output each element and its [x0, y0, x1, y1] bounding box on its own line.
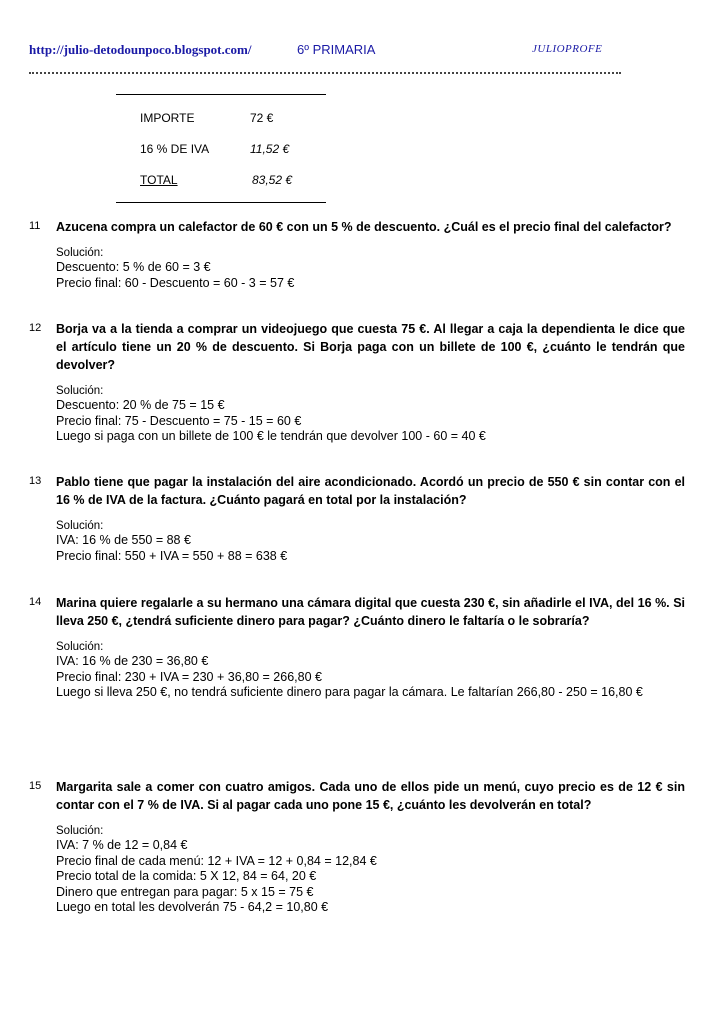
problem-15: [29, 778, 685, 916]
row-value: 72 €: [250, 111, 274, 125]
solution-label: Solución:: [56, 385, 104, 397]
table-bottom-rule: [116, 202, 326, 203]
problem-11: [29, 218, 685, 291]
problem-statement: Marina quiere regalarle a su hermano una cámara digital que cuesta 230 €, sin añadirle el IVA, del 16 %. Si lleva 250 €, ¿tendrá suficiente dinero para pagar? ¿Cuánto dinero le faltaría o le sobraría?: [56, 596, 685, 628]
solution-line: Precio total de la comida: 5 X 12, 84 = 64, 20 €: [56, 869, 317, 884]
grade-level: 6º PRIMARIA: [297, 42, 376, 57]
problem-14: [29, 594, 685, 701]
problem-statement: Pablo tiene que pagar la instalación del aire acondicionado. Acordó un precio de 550 € sin contar con el 16 % de IVA de la factura. ¿Cuánto pagará en total por la instalación?: [56, 475, 685, 507]
solution-line: Descuento: 5 % de 60 = 3 €: [56, 260, 211, 274]
solution-line: IVA: 7 % de 12 = 0,84 €: [56, 838, 188, 852]
solution-line: Precio final: 75 - Descuento = 75 - 15 = 60 €: [56, 413, 302, 428]
author-name: JULIOPROFE: [532, 43, 603, 55]
problem-number: 13: [29, 475, 42, 487]
solution-line: Luego si lleva 250 €, no tendrá suficiente dinero para pagar la cámara. Le faltarían 266,80 - 250 = 16,80 €: [56, 685, 643, 700]
solution-label: Solución:: [56, 641, 104, 653]
problem-number: 12: [29, 322, 42, 334]
solution-line: IVA: 16 % de 550 = 88 €: [56, 533, 191, 547]
solution-label: Solución:: [56, 520, 104, 532]
problem-12: [29, 320, 685, 445]
problem-number: 15: [29, 780, 42, 792]
table-top-rule: [116, 94, 326, 95]
solution-line: Luego en total les devolverán 75 - 64,2 = 10,80 €: [56, 900, 329, 915]
solution-label: Solución:: [56, 247, 104, 259]
row-label: TOTAL: [140, 173, 178, 187]
row-value: 83,52 €: [252, 173, 293, 187]
row-label: 16 % DE IVA: [140, 142, 210, 156]
row-value: 11,52 €: [250, 142, 290, 156]
row-label: IMPORTE: [140, 111, 195, 125]
problem-number: 11: [29, 220, 41, 232]
problem-statement: Margarita sale a comer con cuatro amigos. Cada uno de ellos pide un menú, cuyo precio es de 12 € sin contar con el 7 % de IVA. Si al pagar cada uno pone 15 €, ¿cuánto les devolverán en total?: [56, 780, 685, 812]
blog-url[interactable]: http://julio-detodounpoco.blogspot.com/: [29, 42, 252, 57]
solution-line: Precio final de cada menú: 12 + IVA = 12 + 0,84 = 12,84 €: [56, 853, 377, 868]
solution-line: Precio final: 550 + IVA = 550 + 88 = 638 €: [56, 548, 288, 563]
solution-line: Precio final: 60 - Descuento = 60 - 3 = 57 €: [56, 275, 295, 290]
solution-line: Descuento: 20 % de 75 = 15 €: [56, 398, 225, 412]
solution-line: Dinero que entregan para pagar: 5 x 15 = 75 €: [56, 884, 314, 899]
problem-statement: Azucena compra un calefactor de 60 € con un 5 % de descuento. ¿Cuál es el precio final del calefactor?: [56, 220, 672, 234]
solution-label: Solución:: [56, 825, 104, 837]
solution-line: IVA: 16 % de 230 = 36,80 €: [56, 654, 209, 668]
solution-line: Precio final: 230 + IVA = 230 + 36,80 = 266,80 €: [56, 669, 322, 684]
problem-number: 14: [29, 596, 42, 608]
page-header: [29, 42, 629, 62]
summary-table: [116, 94, 326, 203]
dotted-divider: [29, 62, 621, 74]
problem-13: [29, 473, 685, 564]
problem-statement: Borja va a la tienda a comprar un videojuego que cuesta 75 €. Al llegar a caja la dependienta le dice que el artículo tiene un 20 % de descuento. Si Borja paga con un billete de 100 €, ¿cuánto le tendrán que devolver?: [56, 322, 685, 372]
solution-line: Luego si paga con un billete de 100 € le tendrán que devolver 100 - 60 = 40 €: [56, 429, 486, 444]
